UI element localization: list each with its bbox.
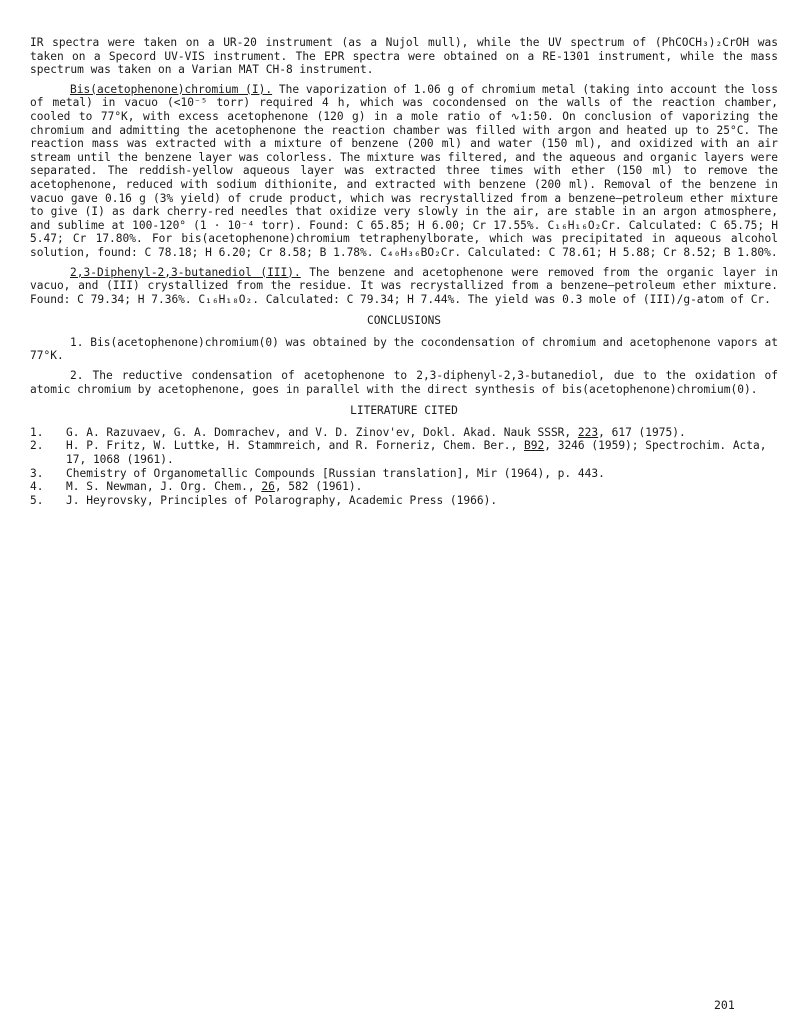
reference-item bbox=[30, 467, 778, 481]
intro-paragraph: IR spectra were taken on a UR-20 instrument (as a Nujol mull), while the UV spectrum of (PhCOCH₃)₂CrOH was taken on a Specord UV-VIS instrument. The EPR spectra were obtained on a RE-1301 instrument, while the mass spectrum was taken on a Varian MAT CH-8 instrument. bbox=[30, 36, 778, 77]
conclusion-item: 2. The reductive condensation of acetophenone to 2,3-diphenyl-2,3-butanediol, due to the oxidation of atomic chromium by acetophenone, goes in parallel with the direct synthesis of bis(acetophenone)chromium(0). bbox=[30, 369, 778, 396]
reference-number: 1. bbox=[30, 425, 44, 439]
conclusion-item: 1. Bis(acetophenone)chromium(0) was obtained by the cocondensation of chromium and acetophenone vapors at 77°K. bbox=[30, 335, 778, 363]
reference-item bbox=[30, 494, 778, 508]
literature-heading: LITERATURE CITED bbox=[350, 404, 458, 418]
paper-page bbox=[30, 36, 778, 507]
section-diphenyl-butanediol bbox=[30, 266, 778, 307]
reference-number: 4. bbox=[30, 480, 44, 494]
reference-item bbox=[30, 480, 778, 494]
section-bis-acetophenone-chromium bbox=[30, 83, 778, 260]
reference-text: H. P. Fritz, W. Luttke, H. Stammreich, and R. Forneriz, Chem. Ber., B92, 3246 (1959); Spectrochim. Acta, 17, 1068 (1961). bbox=[66, 439, 767, 467]
reference-item bbox=[30, 426, 778, 440]
reference-list bbox=[30, 426, 778, 508]
reference-text: Chemistry of Organometallic Compounds [Russian translation], Mir (1964), p. 443. bbox=[66, 466, 605, 480]
section-title-compound-iii: 2,3-Diphenyl-2,3-butanediol (III). bbox=[70, 265, 301, 279]
section-body-compound-i: The vaporization of 1.06 g of chromium metal (taking into account the loss of metal) in vacuo (<10⁻⁵ torr) required 4 h, which was cocondensed on the walls of the reaction chamber, cooled to 77°K, with excess acetophenone (120 g) in a mole ratio of ∿1:50. On conclusion of vaporizing the chromium and admitting the acetophenone the reaction chamber was filled with argon and heated up to 25°C. The reaction mass was extracted with a mixture of benzene (200 ml) and water (150 ml), and oxidized with an air stream until the benzene layer was colorless. The mixture was filtered, and the aqueous and organic layers were separated. The reddish-yellow aqueous layer was extracted three times with ether (150 ml) to remove the acetophenone, reduced with sodium dithionite, and extracted with benzene (200 ml). Removal of the benzene in vacuo gave 0.16 g (3% yield) of crude product, which was recrystallized from a benzene–petroleum ether mixture to give (I) as dark cherry-red needles that oxidize very slowly in the air, are stable in an argon atmosphere, and sublime at 100-120° (1 · 10⁻⁴ torr). Found: C 65.85; H 6.00; Cr 17.55%. C₁₆H₁₆O₂Cr. Calculated: C 65.75; H 5.47; Cr 17.80%. For bis(acetophenone)chromium tetraphenylborate, which was precipitated in aqueous alcohol solution, found: C 78.18; H 6.20; Cr 8.58; B 1.78%. C₄₀H₃₆BO₂Cr. Calculated: C 78.61; H 5.88; Cr 8.52; B 1.80%. bbox=[30, 82, 778, 259]
reference-number: 2. bbox=[30, 439, 44, 453]
reference-number: 3. bbox=[30, 466, 44, 480]
reference-text: G. A. Razuvaev, G. A. Domrachev, and V. D. Zinov'ev, Dokl. Akad. Nauk SSSR, 223, 617 (1975). bbox=[66, 425, 686, 439]
section-title-compound-i: Bis(acetophenone)chromium (I). bbox=[70, 82, 273, 96]
reference-text: M. S. Newman, J. Org. Chem., 26, 582 (1961). bbox=[66, 480, 363, 494]
page-number: 201 bbox=[714, 998, 735, 1012]
reference-item bbox=[30, 439, 778, 466]
reference-text: J. Heyrovsky, Principles of Polarography, Academic Press (1966). bbox=[66, 493, 498, 507]
conclusions-heading: CONCLUSIONS bbox=[366, 314, 442, 328]
section-body-compound-iii: The benzene and acetophenone were removed from the organic layer in vacuo, and (III) crystallized from the residue. It was recrystallized from a benzene–petroleum ether mixture. Found: C 79.34; H 7.36%. C₁₆H₁₈O₂. Calculated: C 79.34; H 7.44%. The yield was 0.3 mole of (III)/g-atom of Cr. bbox=[30, 265, 778, 306]
reference-number: 5. bbox=[30, 493, 44, 507]
